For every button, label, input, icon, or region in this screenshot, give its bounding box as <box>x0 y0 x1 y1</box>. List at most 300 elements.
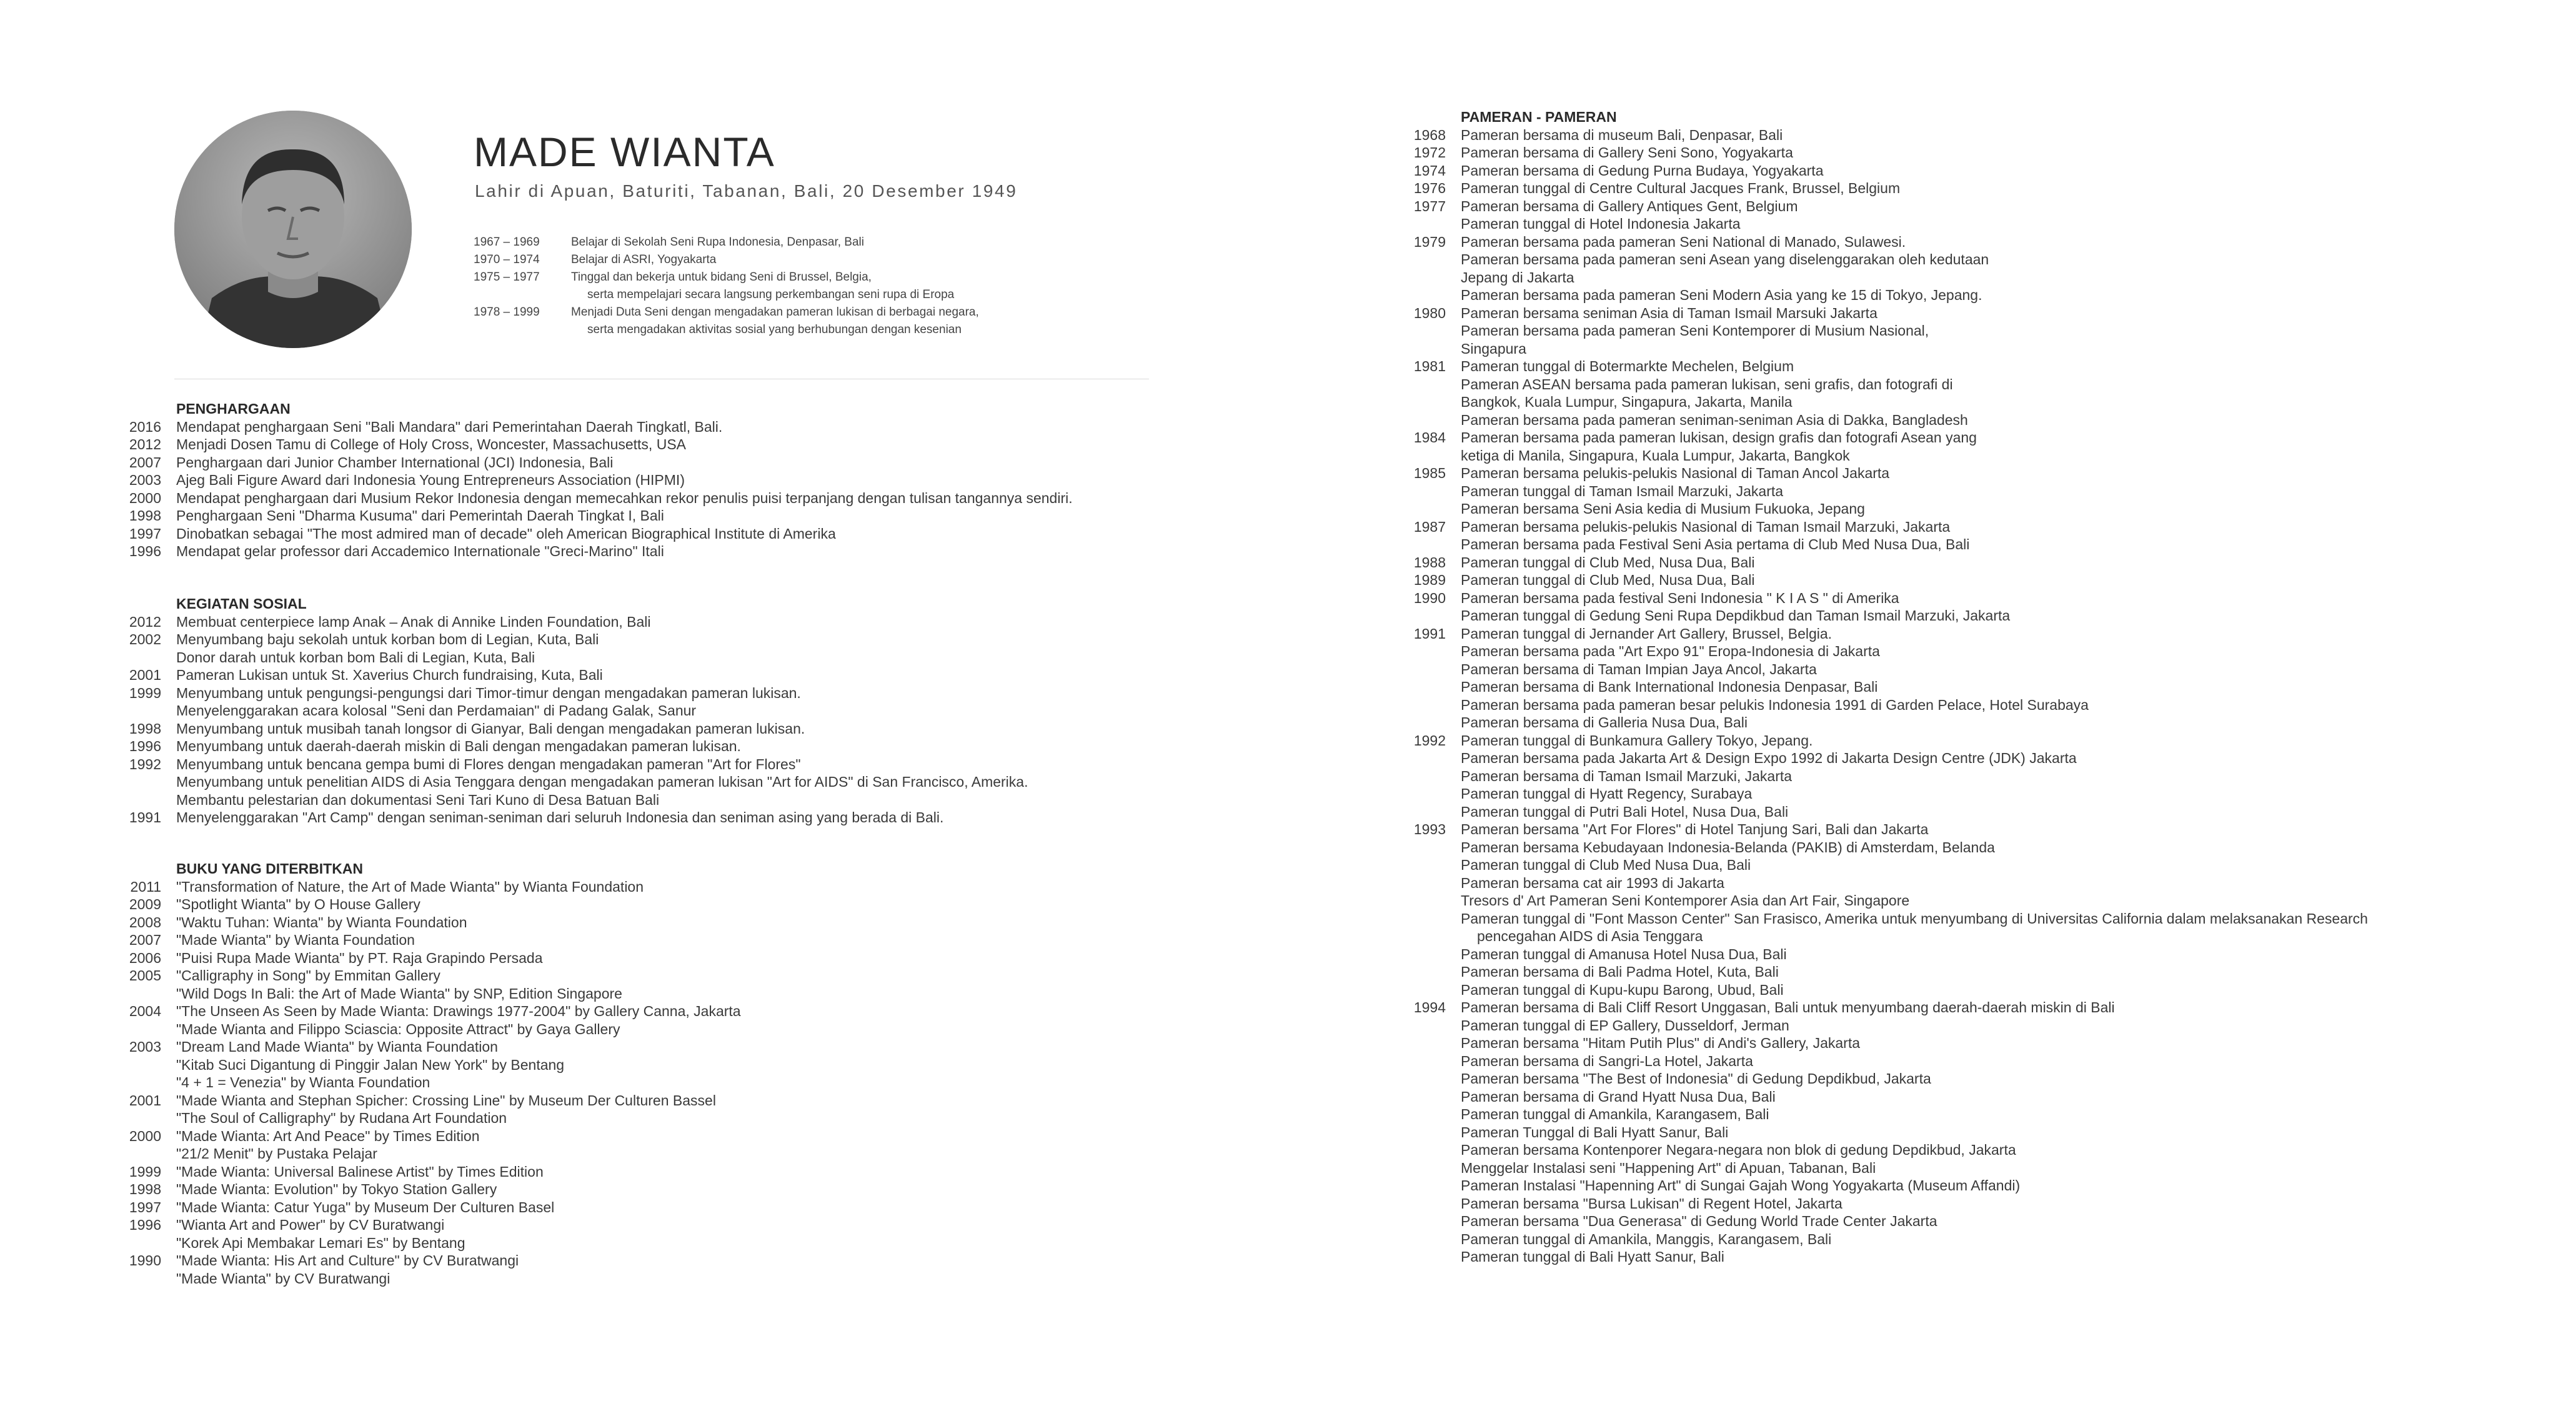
list-item <box>106 1145 741 1163</box>
list-text: Pameran tunggal di Kupu-kupu Barong, Ubud, Bali <box>1461 981 1784 998</box>
education-year: 1967 – 1969 <box>474 236 540 249</box>
list-item <box>1388 215 2368 233</box>
list-item <box>1388 749 2368 767</box>
list-year <box>1388 1070 1461 1088</box>
list-year: 1996 <box>129 1217 161 1233</box>
list-year: 1994 <box>1413 999 1446 1015</box>
list-year: 1991 <box>129 809 161 825</box>
list-item <box>1388 803 2368 821</box>
list-text: Menyumbang untuk bencana gempa bumi di Flores dengan mengadakan pameran "Art for Flores" <box>176 755 801 772</box>
list-text: Pameran bersama di Sangri-La Hotel, Jakarta <box>1461 1052 1753 1069</box>
list-item <box>1388 393 2368 411</box>
list-text: "Calligraphy in Song" by Emmitan Gallery <box>176 967 440 984</box>
list-text: pencegahan AIDS di Asia Tenggara <box>1477 928 1703 944</box>
exhibitions-heading: PAMERAN - PAMERAN <box>1461 109 1617 125</box>
list-item <box>106 684 1028 702</box>
list-item <box>1388 589 2368 607</box>
list-year: 2016 <box>129 418 161 435</box>
list-year: 2007 <box>129 454 161 471</box>
list-year <box>1388 1212 1461 1230</box>
list-item <box>1388 696 2368 714</box>
list-year: 2009 <box>129 896 161 912</box>
list-year: 1998 <box>129 720 161 737</box>
list-item <box>1388 767 2368 785</box>
list-year <box>1388 269 1461 287</box>
list-year <box>1388 963 1461 981</box>
list-item <box>1388 554 2368 572</box>
list-year <box>1388 767 1461 785</box>
list-text: Mendapat gelar professor dari Accademico Internationale "Greci-Marino" Itali <box>176 543 664 559</box>
list-text: Pameran bersama "Bursa Lukisan" di Regent Hotel, Jakarta <box>1461 1195 1842 1212</box>
list-year <box>106 1145 176 1163</box>
list-item <box>106 1109 741 1127</box>
list-item <box>1388 500 2368 518</box>
list-text: "Made Wianta and Stephan Spicher: Crossing Line" by Museum Der Culturen Bassel <box>176 1092 716 1109</box>
list-text: Tresors d' Art Pameran Seni Kontemporer Asia dan Art Fair, Singapore <box>1461 892 1910 909</box>
education-text-cont: serta mempelajari secara langsung perkembangan seni rupa di Eropa <box>587 288 955 301</box>
list-item <box>1388 625 2368 643</box>
list-item <box>1388 661 2368 679</box>
list-text: Pameran tunggal di Bali Hyatt Sanur, Bali <box>1461 1249 1724 1265</box>
list-text: "Made Wianta: Catur Yuga" by Museum Der Culturen Basel <box>176 1199 555 1215</box>
list-item <box>1388 732 2368 750</box>
list-text: "Puisi Rupa Made Wianta" by PT. Raja Grapindo Persada <box>176 949 543 966</box>
list-text: Pameran tunggal di Amanusa Hotel Nusa Dua, Bali <box>1461 945 1787 962</box>
list-text: Pameran bersama pada pameran seni Asean yang diselenggarakan oleh kedutaan <box>1461 251 1989 267</box>
list-item <box>1388 981 2368 999</box>
list-year <box>1388 981 1461 999</box>
list-text: Membuat centerpiece lamp Anak – Anak di Annike Linden Foundation, Bali <box>176 613 651 630</box>
list-text: Pameran bersama pada Festival Seni Asia pertama di Club Med Nusa Dua, Bali <box>1461 536 1970 552</box>
list-year: 1981 <box>1413 358 1446 374</box>
list-text: Pameran bersama di Grand Hyatt Nusa Dua, Bali <box>1461 1088 1776 1105</box>
list-year: 1988 <box>1413 554 1446 571</box>
list-text: Pameran bersama pada Jakarta Art & Design Expo 1992 di Jakarta Design Centre (JDK) Jakarta <box>1461 750 2077 766</box>
list-item <box>106 666 1028 684</box>
list-text: Penghargaan Seni "Dharma Kusuma" dari Pemerintah Daerah Tingkat I, Bali <box>176 507 664 524</box>
list-item <box>1388 927 2368 945</box>
education-row <box>474 234 979 251</box>
list-item <box>1388 856 2368 874</box>
list-year <box>1388 1159 1461 1177</box>
education-row <box>474 251 979 269</box>
list-item <box>106 809 1028 827</box>
list-year: 1998 <box>129 1181 161 1197</box>
books-section <box>106 860 741 1287</box>
list-year: 1972 <box>1413 144 1446 161</box>
education-year: 1970 – 1974 <box>474 253 540 266</box>
list-year <box>1388 803 1461 821</box>
list-text: Pameran bersama di Bali Padma Hotel, Kuta, Bali <box>1461 964 1779 980</box>
list-year <box>1388 1177 1461 1195</box>
list-text: Pameran bersama di Taman Ismail Marzuki, Jakarta <box>1461 767 1793 784</box>
list-text: Menjadi Dosen Tamu di College of Holy Cross, Woncester, Massachusetts, USA <box>176 436 687 452</box>
list-text: Bangkok, Kuala Lumpur, Singapura, Jakarta, Manila <box>1461 394 1793 410</box>
list-item <box>106 878 741 896</box>
list-year <box>1388 322 1461 340</box>
list-item <box>106 914 741 932</box>
list-item <box>106 1002 741 1020</box>
list-text: Menyelenggarakan acara kolosal "Seni dan Perdamaian" di Padang Galak, Sanur <box>176 702 697 719</box>
list-text: Menggelar Instalasi seni "Happening Art" di Apuan, Tabanan, Bali <box>1461 1159 1876 1176</box>
list-item <box>1388 197 2368 216</box>
list-year <box>1388 1105 1461 1124</box>
list-text: Menyumbang untuk pengungsi-pengungsi dari Timor-timur dengan mengadakan pameran lukisan. <box>176 684 801 701</box>
list-text: Pameran tunggal di EP Gallery, Dusseldorf, Jerman <box>1461 1017 1789 1034</box>
list-year <box>106 1234 176 1252</box>
list-year: 1987 <box>1413 518 1446 535</box>
list-text: Singapura <box>1461 340 1526 357</box>
list-text: Pameran bersama "Dua Generasa" di Gedung World Trade Center Jakarta <box>1461 1213 1937 1229</box>
list-text: Pameran bersama cat air 1993 di Jakarta <box>1461 874 1724 891</box>
list-year: 1991 <box>1413 625 1446 642</box>
list-item <box>106 454 1073 472</box>
list-year: 1990 <box>129 1252 161 1269</box>
list-year <box>1388 678 1461 696</box>
list-item <box>106 895 741 914</box>
list-text: Pameran bersama di Bali Cliff Resort Unggasan, Bali untuk menyumbang daerah-daerah miskin di Bali <box>1461 999 2115 1015</box>
list-text: Pameran bersama di Galleria Nusa Dua, Bali <box>1461 714 1748 730</box>
list-item <box>1388 820 2368 839</box>
list-text: Pameran bersama Kebudayaan Indonesia-Belanda (PAKIB) di Amsterdam, Belanda <box>1461 839 1995 855</box>
list-year: 1999 <box>129 1163 161 1180</box>
list-item <box>1388 892 2368 910</box>
list-item <box>1388 839 2368 857</box>
list-year: 1979 <box>1413 233 1446 250</box>
list-item <box>106 702 1028 720</box>
list-item <box>1388 322 2368 340</box>
list-item <box>106 489 1073 507</box>
list-text: Pameran bersama pada pameran seniman-seniman Asia di Dakka, Bangladesh <box>1461 411 1968 428</box>
awards-section <box>106 400 1073 561</box>
list-item <box>1388 269 2368 287</box>
list-item <box>1388 464 2368 482</box>
artist-portrait <box>174 111 412 348</box>
books-heading: BUKU YANG DITERBITKAN <box>176 860 364 877</box>
list-text: Pameran tunggal di Hyatt Regency, Surabaya <box>1461 785 1753 802</box>
education-row <box>474 304 979 321</box>
list-text: Pameran bersama Kontenporer Negara-negara non blok di gedung Depdikbud, Jakarta <box>1461 1142 2016 1158</box>
list-text: Pameran bersama di Taman Impian Jaya Ancol, Jakarta <box>1461 661 1817 677</box>
list-item <box>1388 304 2368 322</box>
artist-name: MADE WIANTA <box>474 129 775 175</box>
list-year <box>1388 945 1461 964</box>
list-text: Pameran tunggal di Amankila, Manggis, Karangasem, Bali <box>1461 1230 1832 1247</box>
list-item <box>1388 233 2368 251</box>
list-year <box>1388 411 1461 429</box>
list-item <box>1388 785 2368 803</box>
list-text: ketiga di Manila, Singapura, Kuala Lumpur, Jakarta, Bangkok <box>1461 447 1850 464</box>
list-text: Pameran bersama di museum Bali, Denpasar, Bali <box>1461 126 1783 143</box>
list-year <box>106 1270 176 1288</box>
exhibitions-section <box>1388 108 2368 1266</box>
list-text: Pameran bersama pada pameran besar pelukis Indonesia 1991 di Garden Pelace, Hotel Surabaya <box>1461 696 2089 713</box>
list-item <box>1388 678 2368 696</box>
education-year-empty <box>474 286 571 304</box>
list-item <box>1388 447 2368 465</box>
list-year: 2002 <box>129 631 161 647</box>
list-year <box>1388 874 1461 892</box>
portrait-image <box>174 111 412 348</box>
list-item <box>106 1252 741 1270</box>
list-year: 1997 <box>129 525 161 542</box>
list-year: 1980 <box>1413 304 1446 321</box>
list-year <box>106 1074 176 1092</box>
list-item <box>1388 1230 2368 1249</box>
list-item <box>1388 1034 2368 1052</box>
list-text: Pameran tunggal di Hotel Indonesia Jakarta <box>1461 216 1741 232</box>
list-item <box>1388 642 2368 661</box>
education-list <box>474 234 979 339</box>
list-text: Pameran bersama pelukis-pelukis Nasional di Taman Ancol Jakarta <box>1461 465 1890 481</box>
list-text: Menyumbang untuk daerah-daerah miskin di Bali dengan mengadakan pameran lukisan. <box>176 738 741 754</box>
list-item <box>1388 126 2368 144</box>
list-item <box>106 613 1028 631</box>
list-item <box>106 1270 741 1288</box>
list-item <box>1388 376 2368 394</box>
list-year <box>106 1020 176 1039</box>
list-item <box>1388 411 2368 429</box>
list-text: "Transformation of Nature, the Art of Made Wianta" by Wianta Foundation <box>176 878 644 895</box>
list-item <box>1388 1159 2368 1177</box>
list-year <box>1388 500 1461 518</box>
list-text: Penghargaan dari Junior Chamber International (JCI) Indonesia, Bali <box>176 454 614 471</box>
birth-info: Lahir di Apuan, Baturiti, Tabanan, Bali, 20 Desember 1949 <box>475 181 1018 201</box>
list-year: 1976 <box>1413 180 1446 196</box>
list-year <box>1388 856 1461 874</box>
list-year <box>1388 749 1461 767</box>
list-item <box>1388 536 2368 554</box>
list-year: 2012 <box>129 436 161 452</box>
list-year: 2004 <box>129 1003 161 1019</box>
list-text: Pameran tunggal di Putri Bali Hotel, Nusa Dua, Bali <box>1461 803 1789 820</box>
list-year: 2000 <box>129 489 161 506</box>
list-text: Menyumbang untuk penelitian AIDS di Asia Tenggara dengan mengadakan pameran lukisan "Art for AIDS" di San Francisco, Amerika. <box>176 774 1028 790</box>
list-text: Pameran tunggal di Jernander Art Gallery, Brussel, Belgia. <box>1461 625 1833 642</box>
education-year: 1978 – 1999 <box>474 306 540 319</box>
list-year: 1977 <box>1413 197 1446 214</box>
list-text: "Made Wianta: Art And Peace" by Times Edition <box>176 1127 480 1144</box>
list-year <box>106 1109 176 1127</box>
list-year <box>1388 1195 1461 1213</box>
list-item <box>1388 357 2368 376</box>
list-item <box>106 1056 741 1074</box>
list-item <box>1388 1070 2368 1088</box>
list-text: Pameran bersama pada "Art Expo 91" Eropa-Indonesia di Jakarta <box>1461 643 1880 659</box>
list-text: "Waktu Tuhan: Wianta" by Wianta Foundation <box>176 914 467 930</box>
list-text: Pameran bersama di Gedung Purna Budaya, Yogyakarta <box>1461 162 1824 179</box>
list-text: "Made Wianta" by CV Buratwangi <box>176 1270 390 1287</box>
list-year: 1985 <box>1413 465 1446 481</box>
list-year: 2006 <box>129 949 161 966</box>
list-text: Dinobatkan sebagai "The most admired man of decade" oleh American Biographical Institute di Amerika <box>176 525 836 542</box>
list-item <box>106 542 1073 561</box>
education-row <box>474 269 979 286</box>
list-year <box>1388 661 1461 679</box>
list-text: Pameran bersama pada pameran Seni Kontemporer di Musium Nasional, <box>1461 322 1929 339</box>
list-year <box>1388 642 1461 661</box>
list-text: "Made Wianta and Filippo Sciascia: Opposite Attract" by Gaya Gallery <box>176 1020 620 1037</box>
list-text: Menyumbang baju sekolah untuk korban bom di Legian, Kuta, Bali <box>176 631 599 647</box>
list-text: Jepang di Jakarta <box>1461 269 1574 286</box>
list-text: Pameran bersama "The Best of Indonesia" di Gedung Depdikbud, Jakarta <box>1461 1070 1931 1087</box>
list-item <box>1388 1212 2368 1230</box>
list-item <box>106 649 1028 667</box>
list-text: Pameran bersama pada pameran Seni Modern Asia yang ke 15 di Tokyo, Jepang. <box>1461 287 1982 303</box>
list-year <box>1388 1052 1461 1070</box>
list-year: 2007 <box>129 932 161 948</box>
list-text: Pameran bersama pada pameran lukisan, design grafis dan fotografi Asean yang <box>1461 429 1977 446</box>
education-text: Belajar di ASRI, Yogyakarta <box>571 253 717 266</box>
list-text: "Made Wianta" by Wianta Foundation <box>176 932 415 948</box>
list-year <box>1388 286 1461 304</box>
list-item <box>106 1163 741 1181</box>
list-year: 2000 <box>129 1127 161 1144</box>
list-item <box>106 1180 741 1199</box>
list-text: Pameran Tunggal di Bali Hyatt Sanur, Bali <box>1461 1124 1729 1140</box>
list-year <box>106 1056 176 1074</box>
list-year <box>1388 607 1461 625</box>
list-item <box>1388 429 2368 447</box>
list-text: Donor darah untuk korban bom Bali di Legian, Kuta, Bali <box>176 649 535 666</box>
list-item <box>1388 945 2368 964</box>
education-row-cont <box>474 286 979 304</box>
list-year <box>1388 1017 1461 1035</box>
list-text: Pameran bersama di Gallery Seni Sono, Yogyakarta <box>1461 144 1793 161</box>
list-text: Pameran tunggal di Amankila, Karangasem, Bali <box>1461 1106 1769 1122</box>
list-text: Menyumbang untuk musibah tanah longsor di Gianyar, Bali dengan mengadakan pameran lukisan. <box>176 720 805 737</box>
list-year <box>106 985 176 1003</box>
list-year: 1989 <box>1413 572 1446 588</box>
list-text: Pameran bersama di Gallery Antiques Gent, Belgium <box>1461 197 1798 214</box>
education-text: Menjadi Duta Seni dengan mengadakan pameran lukisan di berbagai negara, <box>571 306 979 319</box>
list-text: "Made Wianta: Universal Balinese Artist" by Times Edition <box>176 1163 544 1180</box>
list-item <box>106 1038 741 1056</box>
list-text: "The Soul of Calligraphy" by Rudana Art Foundation <box>176 1110 507 1126</box>
list-item <box>1388 910 2368 928</box>
list-item <box>1388 1124 2368 1142</box>
list-item <box>106 418 1073 436</box>
education-text: Tinggal dan bekerja untuk bidang Seni di Brussel, Belgia, <box>571 271 872 284</box>
list-text: Pameran bersama pada festival Seni Indonesia " K I A S " di Amerika <box>1461 589 1899 606</box>
list-year <box>1388 839 1461 857</box>
list-year <box>1388 927 1461 945</box>
social-section <box>106 595 1028 827</box>
list-year: 1984 <box>1413 429 1446 446</box>
list-year: 1974 <box>1413 162 1446 179</box>
list-text: "Wianta Art and Power" by CV Buratwangi <box>176 1217 445 1233</box>
list-year <box>1388 892 1461 910</box>
list-text: Pameran tunggal di Club Med, Nusa Dua, Bali <box>1461 572 1755 588</box>
list-text: Pameran bersama pada pameran Seni National di Manado, Sulawesi. <box>1461 233 1906 250</box>
list-year <box>1388 340 1461 358</box>
list-year <box>1388 251 1461 269</box>
list-year: 1990 <box>1413 589 1446 606</box>
list-text: "Made Wianta: His Art and Culture" by CV Buratwangi <box>176 1252 519 1269</box>
list-text: Pameran ASEAN bersama pada pameran lukisan, seni grafis, dan fotografi di <box>1461 376 1953 392</box>
list-text: Pameran tunggal di Club Med Nusa Dua, Bali <box>1461 857 1751 873</box>
list-year <box>1388 714 1461 732</box>
list-text: Mendapat penghargaan Seni "Bali Mandara" dari Pemerintahan Daerah Tingkatl, Bali. <box>176 418 723 435</box>
list-year: 1999 <box>129 684 161 701</box>
list-text: Membantu pelestarian dan dokumentasi Seni Tari Kuno di Desa Batuan Bali <box>176 791 660 808</box>
list-item <box>106 1020 741 1039</box>
education-text-cont: serta mengadakan aktivitas sosial yang berhubungan dengan kesenian <box>587 323 962 336</box>
list-text: Pameran bersama Seni Asia kedia di Musium Fukuoka, Jepang <box>1461 501 1865 517</box>
list-text: "The Unseen As Seen by Made Wianta: Drawings 1977-2004" by Gallery Canna, Jakarta <box>176 1003 741 1019</box>
list-item <box>1388 607 2368 625</box>
list-item <box>106 1216 741 1234</box>
list-year: 1996 <box>129 543 161 559</box>
list-text: "Kitab Suci Digantung di Pinggir Jalan New York" by Bentang <box>176 1056 565 1073</box>
list-text: Pameran tunggal di Centre Cultural Jacques Frank, Brussel, Belgium <box>1461 180 1901 196</box>
list-year <box>106 773 176 791</box>
list-text: Pameran tunggal di Botermarkte Mechelen, Belgium <box>1461 358 1794 374</box>
list-item <box>106 949 741 967</box>
list-text: "Spotlight Wianta" by O House Gallery <box>176 896 420 912</box>
list-item <box>1388 286 2368 304</box>
list-item <box>1388 251 2368 269</box>
list-year <box>1388 785 1461 803</box>
list-year: 2001 <box>129 667 161 683</box>
list-text: "Korek Api Membakar Lemari Es" by Bentang <box>176 1234 465 1251</box>
list-year: 2012 <box>129 613 161 630</box>
list-text: Pameran tunggal di Taman Ismail Marzuki, Jakarta <box>1461 482 1784 499</box>
list-item <box>1388 1141 2368 1159</box>
list-item <box>1388 1017 2368 1035</box>
list-text: Mendapat penghargaan dari Musium Rekor Indonesia dengan memecahkan rekor penulis puisi terpanjang dengan tulisan tangannya sendiri. <box>176 489 1073 506</box>
list-item <box>106 967 741 985</box>
list-item <box>1388 518 2368 536</box>
list-item <box>1388 714 2368 732</box>
list-item <box>106 1092 741 1110</box>
awards-heading: PENGHARGAAN <box>176 401 291 417</box>
list-year: 2005 <box>129 967 161 984</box>
list-item <box>1388 1195 2368 1213</box>
list-year <box>1388 1141 1461 1159</box>
list-text: Ajeg Bali Figure Award dari Indonesia Young Entrepreneurs Association (HIPMI) <box>176 472 685 488</box>
list-year <box>1388 482 1461 501</box>
list-year: 1992 <box>1413 732 1446 749</box>
list-year <box>1388 215 1461 233</box>
list-year: 1968 <box>1413 126 1446 143</box>
list-text: "Wild Dogs In Bali: the Art of Made Wianta" by SNP, Edition Singapore <box>176 985 622 1002</box>
list-item <box>106 436 1073 454</box>
list-item <box>106 720 1028 738</box>
education-row-cont <box>474 321 979 339</box>
list-item <box>1388 571 2368 589</box>
social-heading: KEGIATAN SOSIAL <box>176 596 307 612</box>
list-text: Pameran bersama seniman Asia di Taman Ismail Marsuki Jakarta <box>1461 304 1877 321</box>
list-text: Pameran bersama pelukis-pelukis Nasional di Taman Ismail Marzuki, Jakarta <box>1461 518 1951 535</box>
list-item <box>1388 874 2368 892</box>
list-item <box>106 507 1073 525</box>
list-text: Pameran tunggal di Gedung Seni Rupa Depdikbud dan Taman Ismail Marzuki, Jakarta <box>1461 607 2011 624</box>
list-item <box>106 985 741 1003</box>
list-item <box>106 631 1028 649</box>
list-year <box>1388 1248 1461 1266</box>
list-text: Pameran Instalasi "Hapenning Art" di Sungai Gajah Wong Yogyakarta (Museum Affandi) <box>1461 1177 2021 1194</box>
list-year <box>1388 1230 1461 1249</box>
list-item <box>1388 144 2368 162</box>
list-item <box>106 1074 741 1092</box>
list-year: 1998 <box>129 507 161 524</box>
list-item <box>1388 340 2368 358</box>
list-text: Pameran Lukisan untuk St. Xaverius Church fundraising, Kuta, Bali <box>176 667 603 683</box>
list-text: Pameran bersama "Art For Flores" di Hotel Tanjung Sari, Bali dan Jakarta <box>1461 821 1929 837</box>
list-year: 2011 <box>130 878 161 895</box>
list-text: "4 + 1 = Venezia" by Wianta Foundation <box>176 1074 430 1090</box>
